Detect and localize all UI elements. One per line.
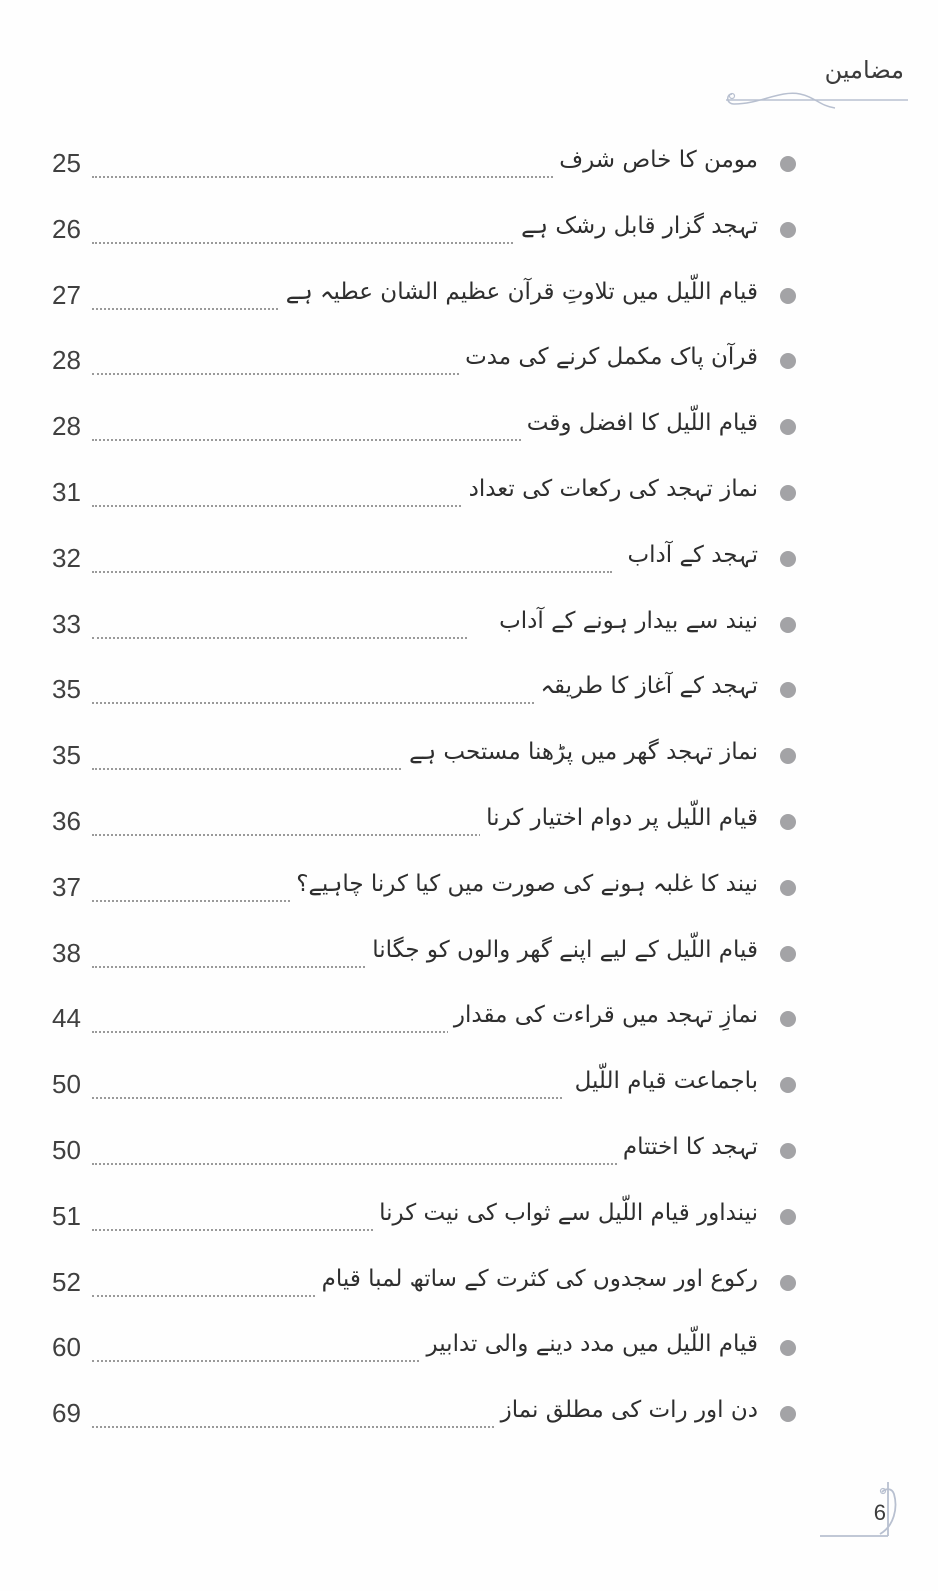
toc-entry <box>0 930 938 978</box>
toc-entry-title: تہجد گزار قابل رشک ہے <box>515 206 758 246</box>
toc-entry-title: قیام اللّیل پر دوام اختیار کرنا <box>480 798 758 838</box>
toc-entry <box>0 1324 938 1372</box>
bullet-icon <box>780 1406 796 1422</box>
toc-page-number: 50 <box>52 1135 81 1165</box>
bullet-icon <box>780 814 796 830</box>
toc-entry <box>0 1390 938 1438</box>
dotted-leader <box>92 306 282 310</box>
dotted-leader <box>92 1161 652 1165</box>
toc-entry-title: تہجد کا اختتام <box>617 1127 758 1167</box>
toc-entry-title: نیند کا غلبہ ہونے کی صورت میں کیا کرنا چاہیے؟ <box>290 864 758 904</box>
bullet-icon <box>780 617 796 633</box>
bullet-icon <box>780 222 796 238</box>
dotted-leader <box>92 503 512 507</box>
toc-entry <box>0 601 938 649</box>
bullet-icon <box>780 1077 796 1093</box>
dotted-leader <box>92 569 612 573</box>
toc-entry-title: قرآن پاک مکمل کرنے کی مدت <box>459 337 758 377</box>
dotted-leader <box>92 371 467 375</box>
bullet-icon <box>780 156 796 172</box>
bullet-icon <box>780 288 796 304</box>
toc-page-number: 60 <box>52 1332 81 1363</box>
bullet-icon <box>780 419 796 435</box>
toc-entry <box>0 798 938 846</box>
dotted-leader <box>92 437 532 441</box>
toc-page-number: 33 <box>52 608 81 639</box>
page-title: مضامین <box>824 56 904 84</box>
toc-entry-title: قیام اللّیل میں مدد دینے والی تدابیر <box>421 1324 758 1364</box>
toc-page-number: 52 <box>52 1266 81 1297</box>
dotted-leader <box>92 1424 522 1428</box>
bullet-icon <box>780 1011 796 1027</box>
toc-entry-title: نیند سے بیدار ہونے کے آداب <box>493 601 758 641</box>
dotted-leader <box>92 964 377 968</box>
toc-page-number: 31 <box>52 477 81 507</box>
footer-ornament-icon <box>820 1478 910 1548</box>
toc-page-number: 27 <box>52 279 81 310</box>
dotted-leader <box>92 1358 427 1362</box>
bullet-icon <box>780 353 796 369</box>
toc-page-number: 28 <box>52 411 81 442</box>
header-ornament-icon <box>720 88 910 112</box>
toc-entry-title: دن اور رات کی مطلق نماز <box>495 1390 758 1430</box>
bullet-icon <box>780 946 796 962</box>
toc-entry-title: تہجد کے آغاز کا طریقہ <box>535 666 758 706</box>
toc-page-number: 35 <box>52 740 81 771</box>
toc-page-number: 50 <box>52 1069 81 1100</box>
toc-entry <box>0 272 938 320</box>
toc-entry <box>0 732 938 780</box>
bullet-icon <box>780 1143 796 1159</box>
dotted-leader <box>92 832 492 836</box>
dotted-leader <box>92 1227 397 1231</box>
toc-entry <box>0 666 938 714</box>
toc-entry <box>0 535 938 583</box>
toc-entry <box>0 1061 938 1109</box>
toc-page-number: 51 <box>52 1200 81 1231</box>
dotted-leader <box>92 700 542 704</box>
toc-entry <box>0 206 938 254</box>
toc-page-number: 25 <box>52 148 81 178</box>
toc-entry <box>0 1127 938 1175</box>
toc-entry-title: قیام اللّیل میں تلاوتِ قرآن عظیم الشان عطیہ ہے <box>280 272 758 312</box>
toc-entry-title: قیام اللّیل کے لیے اپنے گھر والوں کو جگانا <box>366 930 758 970</box>
dotted-leader <box>92 174 572 178</box>
toc-entry <box>0 140 938 188</box>
bullet-icon <box>780 485 796 501</box>
toc-entry <box>0 864 938 912</box>
bullet-icon <box>780 1209 796 1225</box>
toc-entry <box>0 469 938 517</box>
page-number: 6 <box>873 1500 886 1525</box>
toc-page-number: 36 <box>52 806 81 836</box>
toc-page-number: 32 <box>52 542 81 573</box>
dotted-leader <box>92 240 517 244</box>
toc-page-number: 28 <box>52 345 81 376</box>
toc-page-number: 37 <box>52 871 81 902</box>
toc-page-number: 44 <box>52 1003 81 1034</box>
bullet-icon <box>780 682 796 698</box>
toc-entry <box>0 995 938 1043</box>
toc-entry-title: تہجد کے آداب <box>621 535 758 575</box>
toc-entry-title: نمازِ تہجد میں قراءت کی مقدار <box>448 995 758 1035</box>
toc-page-number: 26 <box>52 213 81 244</box>
toc-entry-title: نماز تہجد گھر میں پڑھنا مستحب ہے <box>403 732 758 772</box>
toc-entry <box>0 1259 938 1307</box>
toc-entry-title: نینداور قیام اللّیل سے ثواب کی نیت کرنا <box>373 1193 758 1233</box>
toc-entry-title: قیام اللّیل کا افضل وقت <box>521 403 758 443</box>
toc-page-number: 38 <box>52 937 81 968</box>
toc-entry-title: نماز تہجد کی رکعات کی تعداد <box>463 469 758 509</box>
toc-page-number: 35 <box>52 674 81 705</box>
toc-entry-title: باجماعت قیام اللّیل <box>569 1061 758 1101</box>
bullet-icon <box>780 551 796 567</box>
toc-entry <box>0 1193 938 1241</box>
toc-entry-title: رکوع اور سجدوں کی کثرت کے ساتھ لمبا قیام <box>316 1259 758 1299</box>
dotted-leader <box>92 635 467 639</box>
toc-entry <box>0 403 938 451</box>
bullet-icon <box>780 1275 796 1291</box>
toc-page-number: 69 <box>52 1398 81 1429</box>
bullet-icon <box>780 748 796 764</box>
toc-entry <box>0 337 938 385</box>
page-footer <box>820 1478 910 1548</box>
toc-entry-title: مومن کا خاص شرف <box>553 140 758 180</box>
bullet-icon <box>780 1340 796 1356</box>
dotted-leader <box>92 1095 562 1099</box>
page-header <box>720 52 910 112</box>
bullet-icon <box>780 880 796 896</box>
